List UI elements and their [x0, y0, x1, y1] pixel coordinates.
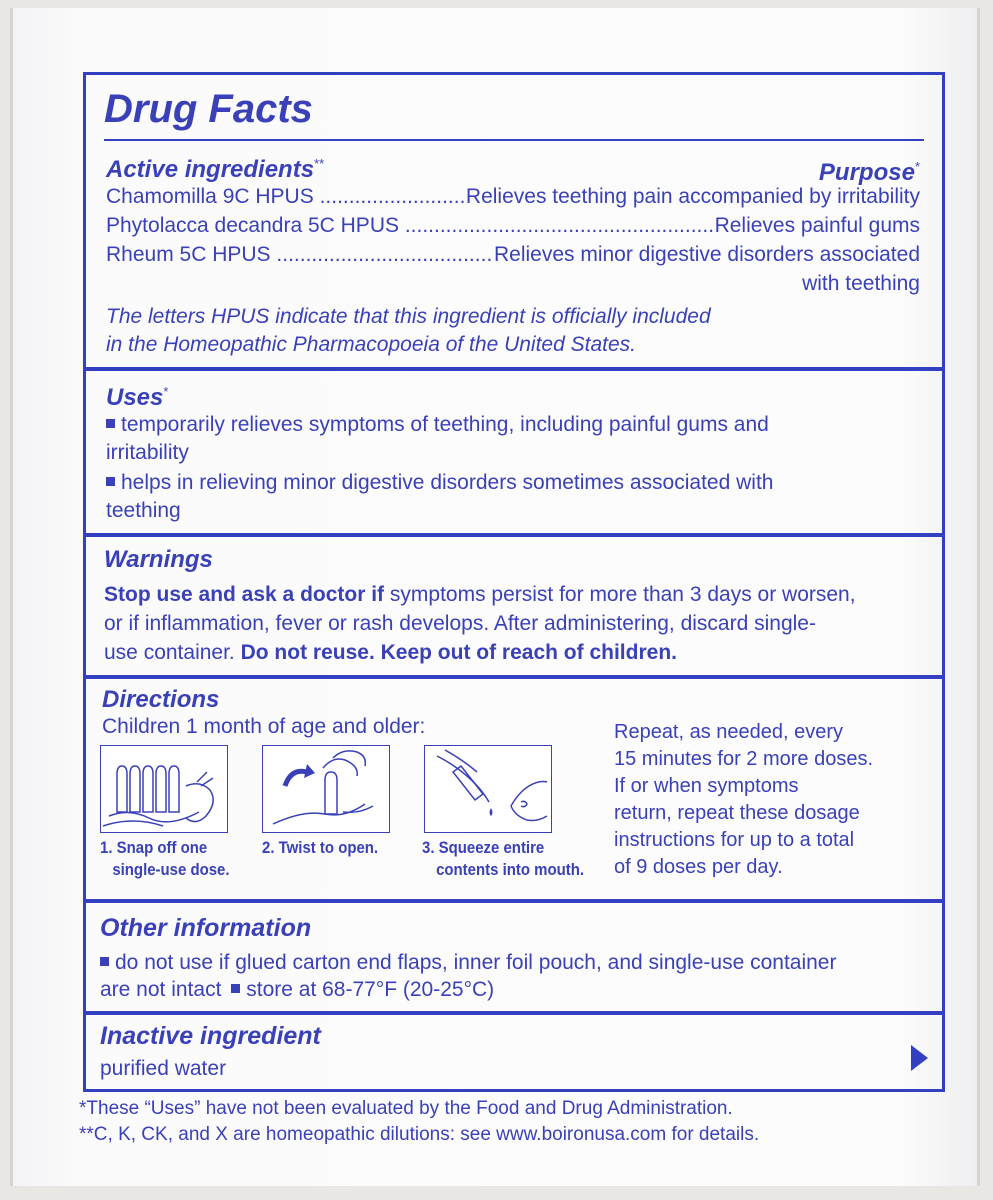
step1-line2: single-use dose.: [112, 860, 230, 879]
squeeze-icon: [425, 746, 551, 832]
other-info-text1: do not use if glued carton end flaps, inner foil pouch, and single-use container: [115, 951, 837, 974]
repeat-line: 15 minutes for 2 more doses.: [614, 748, 874, 770]
footnote-dilutions: **C, K, CK, and X are homeopathic dilutions: see www.boironusa.com for details.: [79, 1124, 760, 1145]
warnings-line2: or if inflammation, fever or rash develops. After administering, discard single-: [104, 612, 816, 635]
section-divider: [86, 533, 942, 537]
step1-caption: [100, 837, 230, 881]
active-heading-mark: **: [314, 156, 325, 171]
uses-item-2-line1: helps in relieving minor digestive disorders sometimes associated with: [121, 471, 774, 494]
carton-panel: [10, 8, 980, 1186]
twist-icon: [263, 746, 389, 832]
snap-dose-icon: [101, 746, 227, 832]
inactive-ingredient-value: purified water: [100, 1057, 227, 1080]
warnings-line3-start: use container.: [104, 641, 241, 664]
ingredient-purpose: Relieves teething pain accompanied by irritability: [465, 185, 920, 208]
uses-item-1-line1: temporarily relieves symptoms of teething, including painful gums and: [121, 413, 769, 436]
directions-heading: Directions: [102, 686, 220, 713]
warnings-line3: [104, 639, 677, 667]
repeat-line: instructions for up to a total: [614, 829, 855, 851]
directions-intro: Children 1 month of age and older:: [102, 715, 426, 738]
storage-temperature: store at 68-77°F (20-25°C): [246, 978, 495, 1001]
title-rule: [104, 139, 924, 141]
step3-line2: contents into mouth.: [436, 860, 585, 879]
ingredient-name: Rheum 5C HPUS .....: [106, 241, 494, 269]
ingredient-purpose-continued: with teething: [802, 272, 920, 295]
snap-dose-illustration: [100, 745, 228, 833]
other-information-heading: Other information: [100, 914, 312, 942]
repeat-line: return, repeat these dosage: [614, 802, 860, 824]
section-divider: [86, 899, 942, 903]
ingredient-row: [106, 212, 920, 240]
bullet-icon: [231, 984, 240, 993]
repeat-line: If or when symptoms: [614, 775, 799, 797]
section-divider: [86, 367, 942, 371]
uses-heading-text: Uses: [106, 384, 164, 411]
ingredient-name: Chamomilla 9C HPUS .....: [106, 183, 466, 211]
ingredient-purpose: Relieves minor digestive disorders associated: [493, 243, 920, 266]
warnings-line1: [104, 581, 856, 609]
uses-heading: [106, 377, 168, 413]
hpus-note-line1: The letters HPUS indicate that this ingredient is officially included: [106, 305, 711, 328]
warnings-stop-use: Stop use and ask a doctor if: [104, 583, 385, 606]
ingredient-row: [106, 241, 920, 269]
active-ingredients-heading: [106, 149, 324, 185]
ingredient-name: Phytolacca decandra 5C HPUS .....: [106, 212, 715, 240]
continue-arrow-icon: [911, 1045, 928, 1071]
inactive-ingredient-heading: Inactive ingredient: [100, 1022, 321, 1050]
step2-caption: [262, 837, 378, 859]
warnings-line1-rest: symptoms persist for more than 3 days or worsen,: [384, 583, 856, 606]
step3-caption: [422, 837, 584, 881]
step1-line1: 1. Snap off one: [100, 838, 208, 857]
purpose-heading-mark: *: [914, 159, 920, 174]
warnings-heading: Warnings: [104, 546, 213, 573]
purpose-heading-text: Purpose: [818, 159, 915, 186]
directions-section: [86, 679, 942, 899]
drug-facts-title: Drug Facts: [104, 87, 313, 131]
other-info-line2: [100, 976, 494, 1004]
footnote-uses: *These “Uses” have not been evaluated by the Food and Drug Administration.: [79, 1098, 733, 1119]
repeat-instructions: [614, 719, 873, 881]
ingredient-purpose: Relieves painful gums: [714, 214, 920, 237]
uses-item-1-cont: irritability: [106, 441, 189, 464]
uses-item-1: [106, 411, 769, 439]
bullet-icon: [100, 957, 109, 966]
repeat-line: of 9 doses per day.: [614, 856, 783, 878]
hpus-note-line2: in the Homeopathic Pharmacopoeia of the United States.: [106, 333, 636, 356]
uses-item-2-cont: teething: [106, 499, 181, 522]
step2-line1: 2. Twist to open.: [262, 838, 379, 857]
step3-line1: 3. Squeeze entire: [422, 838, 545, 857]
other-info-line1: [100, 949, 836, 977]
drug-facts-panel: [83, 72, 945, 1092]
other-info-text2: are not intact: [100, 978, 222, 1001]
ingredient-row: [106, 183, 920, 211]
section-divider: [86, 1011, 942, 1015]
bullet-icon: [106, 477, 115, 486]
twist-open-illustration: [262, 745, 390, 833]
active-heading-text: Active ingredients: [106, 156, 315, 183]
uses-heading-mark: *: [163, 384, 169, 399]
squeeze-mouth-illustration: [424, 745, 552, 833]
repeat-line: Repeat, as needed, every: [614, 721, 844, 743]
bullet-icon: [106, 419, 115, 428]
warnings-do-not-reuse: Do not reuse. Keep out of reach of children.: [240, 641, 677, 664]
uses-item-2: [106, 469, 773, 497]
